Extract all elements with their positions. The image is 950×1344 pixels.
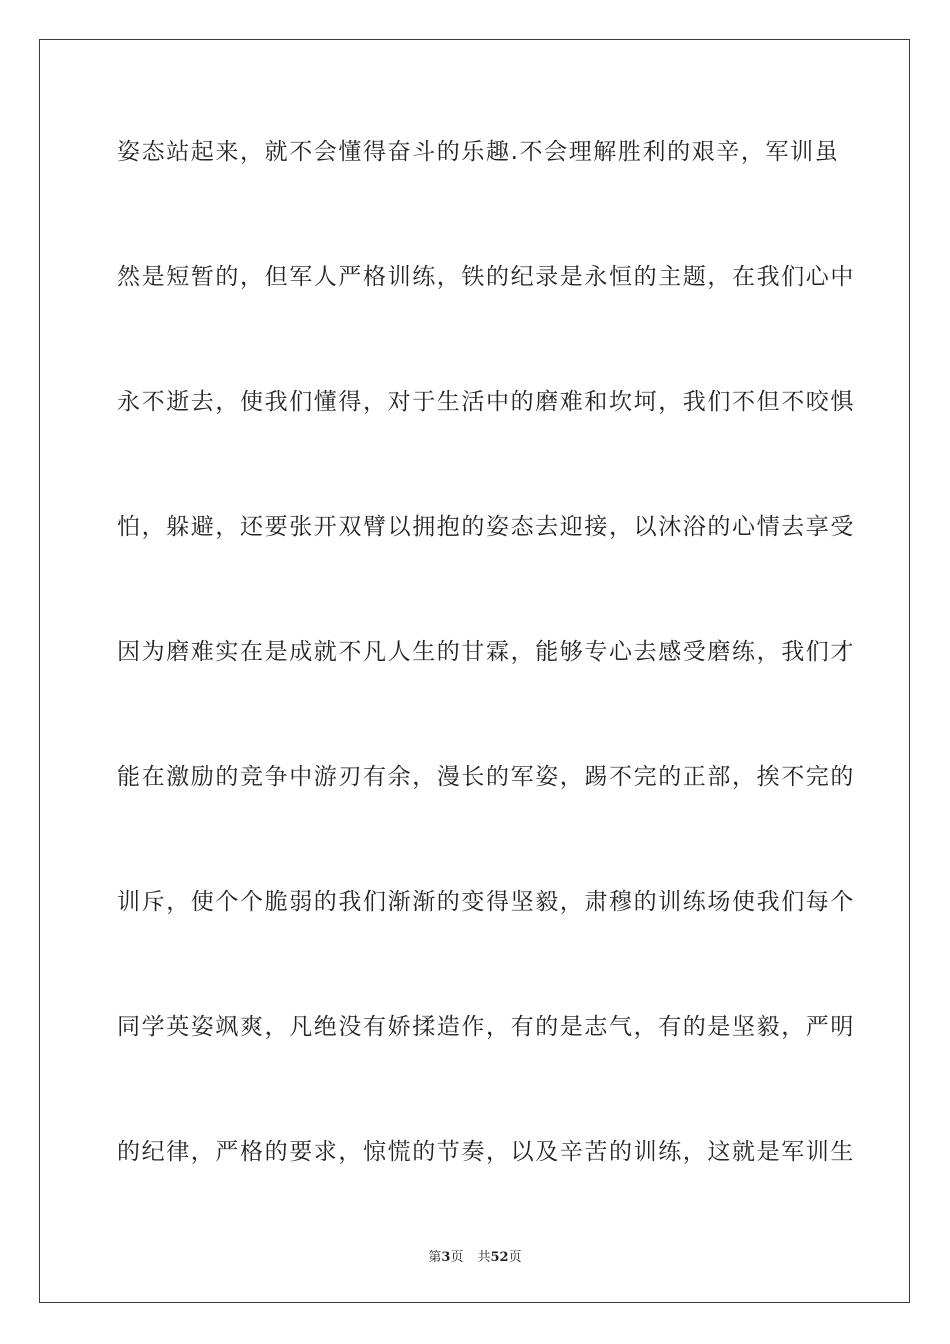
total-prefix: 共 bbox=[477, 1250, 491, 1265]
text-line-2: 然是短暂的，但军人严格训练，铁的纪录是永恒的主题，在我们心中 bbox=[117, 264, 855, 290]
page-prefix: 第 bbox=[428, 1250, 442, 1265]
page-suffix: 页 bbox=[450, 1250, 464, 1265]
page-number bbox=[428, 1250, 463, 1265]
total-pages: 52 bbox=[490, 1250, 509, 1265]
body-text bbox=[117, 130, 855, 1255]
current-page: 3 bbox=[441, 1250, 451, 1265]
text-line-1: 姿态站起来，就不会懂得奋斗的乐趣.不会理解胜利的艰辛，军训虽 bbox=[117, 139, 840, 165]
page-total bbox=[477, 1250, 521, 1265]
text-line-4: 怕，躲避，还要张开双臂以拥抱的姿态去迎接，以沐浴的心情去享受 bbox=[117, 514, 855, 540]
text-line-7: 训斥，使个个脆弱的我们渐渐的变得坚毅，肃穆的训练场使我们每个 bbox=[117, 889, 855, 915]
text-line-6: 能在激励的竞争中游刃有余，漫长的军姿，踢不完的正部，挨不完的 bbox=[117, 764, 855, 790]
text-line-9: 的纪律，严格的要求，惊慌的节奏，以及辛苦的训练，这就是军训生 bbox=[117, 1139, 855, 1165]
text-line-3: 永不逝去，使我们懂得，对于生活中的磨难和坎坷，我们不但不咬惧 bbox=[117, 389, 855, 415]
text-line-8: 同学英姿飒爽，凡绝没有娇揉造作，有的是志气，有的是坚毅，严明 bbox=[117, 1014, 855, 1040]
total-suffix: 页 bbox=[508, 1250, 522, 1265]
text-line-5: 因为磨难实在是成就不凡人生的甘霖，能够专心去感受磨练，我们才 bbox=[117, 639, 855, 665]
page-footer bbox=[0, 1246, 950, 1265]
